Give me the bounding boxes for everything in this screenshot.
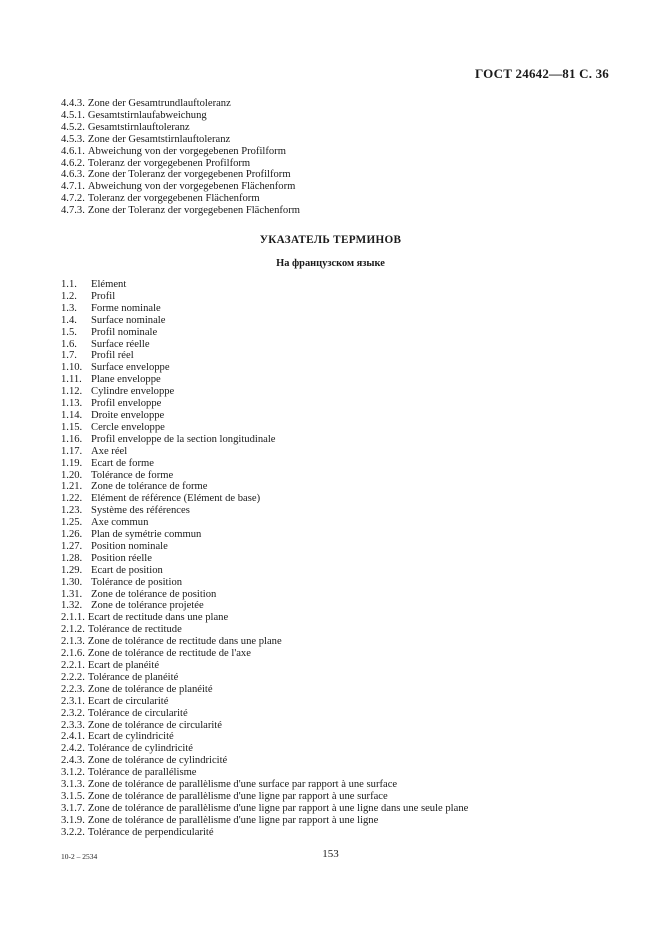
term-row [61,541,621,553]
term-number: 1.20. [61,469,83,481]
term-row [61,708,621,720]
term-text: Gesamtstirnlaufabweichung [87,109,207,121]
term-row [61,791,621,803]
term-text: Zone der Gesamtrundlauftoleranz [87,98,231,109]
term-text: Zone der Toleranz der vorgegebenen Flächenform [87,205,300,217]
term-number: 1.32. [61,600,83,612]
term-text: Zone de tolérance de cylindricité [87,755,228,767]
term-text: Zone de tolérance de parallèlisme d'une ligne par rapport à une ligne [87,814,379,826]
term-number: 2.3.1. [61,695,85,707]
term-number: 3.1.3. [61,779,85,791]
term-text: Abweichung von der vorgegebenen Flächenform [87,181,296,193]
term-number: 2.1.6. [61,648,85,660]
term-text: Toleranz der vorgegebenen Flächenform [87,193,260,205]
term-number: 4.7.2. [61,193,85,205]
term-row [61,315,621,327]
term-number: 4.5.1. [61,109,85,121]
term-row [61,134,621,146]
term-row [61,553,621,565]
term-number: 4.6.1. [61,145,85,157]
term-number: 1.10. [61,362,83,374]
term-text: Ecart de rectitude dans une plane [87,612,229,624]
term-number: 1.19. [61,457,83,469]
term-row [61,660,621,672]
term-text: Zone de tolérance de position [91,588,217,600]
term-text: Forme nominale [91,302,161,314]
term-row [61,696,621,708]
term-text: Zone de tolérance de planéité [87,683,213,695]
term-text: Zone de tolérance de parallèlisme d'une ligne par rapport à une surface [87,790,388,802]
term-row [61,743,621,755]
term-number: 3.1.5. [61,790,85,802]
term-row [61,146,621,158]
term-text: Plan de symétrie commun [91,529,202,541]
term-row [61,291,621,303]
term-row [61,398,621,410]
term-number: 1.2. [61,290,77,302]
term-row [61,612,621,624]
term-number: 1.23. [61,505,83,517]
term-row [61,577,621,589]
term-row [61,339,621,351]
term-number: 1.1. [61,279,77,290]
term-number: 4.6.2. [61,157,85,169]
term-text: Surface réelle [91,338,150,350]
term-text: Elément [91,279,127,290]
term-text: Zone der Toleranz der vorgegebenen Profilform [87,169,291,181]
term-number: 2.1.1. [61,612,85,624]
term-text: Ecart de planéité [87,660,160,671]
term-text: Zone de tolérance de parallèlisme d'une surface par rapport à une surface [87,779,398,791]
term-number: 2.3.2. [61,707,85,719]
term-row [61,755,621,767]
term-row [61,350,621,362]
term-number: 4.4.3. [61,98,85,109]
term-text: Plane enveloppe [91,374,161,386]
term-number: 2.4.3. [61,755,85,767]
term-number: 1.26. [61,529,83,541]
term-number: 1.21. [61,481,83,493]
term-text: Tolérance de parallélisme [87,767,197,779]
term-row [61,110,621,122]
term-row [61,158,621,170]
term-number: 1.15. [61,421,83,433]
term-row [61,303,621,315]
term-row [61,589,621,601]
term-number: 1.30. [61,576,83,588]
term-text: Profil nominale [91,326,158,338]
term-row [61,279,621,291]
term-number: 2.1.3. [61,636,85,648]
term-text: Elément de référence (Elément de base) [91,493,261,505]
term-row [61,181,621,193]
term-number: 1.17. [61,445,83,457]
term-text: Zone de tolérance de parallèlisme d'une ligne par rapport à une ligne dans une seule plane [87,802,469,814]
term-row [61,565,621,577]
term-row [61,374,621,386]
term-number: 2.2.2. [61,671,85,683]
term-row [61,624,621,636]
german-terms-list [61,98,621,217]
term-number: 1.31. [61,588,83,600]
term-row [61,193,621,205]
term-number: 1.4. [61,314,77,326]
term-text: Ecart de position [91,564,163,576]
term-row [61,446,621,458]
term-row [61,98,621,110]
term-number: 1.16. [61,433,83,445]
term-text: Zone de tolérance de circularité [87,719,222,731]
term-number: 3.2.2. [61,826,85,838]
term-text: Zone de tolérance de forme [91,481,208,493]
term-row [61,779,621,791]
index-subtitle: На французском языке [276,258,385,269]
term-number: 4.6.3. [61,169,85,181]
term-row [61,827,621,839]
term-text: Cylindre enveloppe [91,386,175,398]
term-number: 4.7.1. [61,181,85,193]
term-text: Profil enveloppe de la section longitudinale [91,433,276,445]
term-text: Ecart de circularité [87,695,169,707]
term-text: Zone de tolérance projetée [91,600,204,612]
term-text: Gesamtstirnlauftoleranz [87,121,190,133]
term-text: Droite enveloppe [91,409,165,421]
term-row [61,505,621,517]
term-row [61,731,621,743]
term-number: 1.27. [61,540,83,552]
term-number: 1.28. [61,552,83,564]
term-text: Ecart de cylindricité [87,731,174,743]
term-number: 1.11. [61,374,82,386]
french-terms-list [61,279,621,839]
term-text: Tolérance de circularité [87,707,188,719]
term-number: 4.5.2. [61,121,85,133]
term-text: Cercle enveloppe [91,421,165,433]
term-text: Abweichung von der vorgegebenen Profilform [87,145,286,157]
term-number: 4.5.3. [61,133,85,145]
term-text: Tolérance de cylindricité [87,743,193,755]
term-text: Tolérance de forme [91,469,174,481]
term-text: Toleranz der vorgegebenen Profilform [87,157,251,169]
term-number: 2.1.2. [61,624,85,636]
term-text: Axe réel [91,445,128,457]
term-text: Axe commun [91,517,149,529]
term-number: 4.7.3. [61,205,85,217]
term-row [61,470,621,482]
term-number: 2.3.3. [61,719,85,731]
term-row [61,205,621,217]
term-row [61,529,621,541]
term-text: Surface enveloppe [91,362,170,374]
page-number: 153 [322,848,339,860]
term-text: Profil réel [91,350,134,362]
term-number: 2.4.1. [61,731,85,743]
term-number: 1.5. [61,326,77,338]
term-text: Tolérance de position [91,576,183,588]
term-text: Système des références [91,505,190,517]
term-row [61,636,621,648]
term-text: Profil [91,290,116,302]
term-row [61,672,621,684]
term-row [61,169,621,181]
term-number: 1.22. [61,493,83,505]
standard-header: ГОСТ 24642—81 С. 36 [475,66,609,81]
term-row [61,767,621,779]
term-row [61,481,621,493]
term-row [61,648,621,660]
print-code: 10-2 – 2534 [61,852,98,861]
term-row [61,386,621,398]
term-number: 3.1.9. [61,814,85,826]
term-number: 1.3. [61,302,77,314]
term-number: 2.4.2. [61,743,85,755]
term-row [61,600,621,612]
term-row [61,684,621,696]
term-number: 2.2.3. [61,683,85,695]
term-text: Zone der Gesamtstirnlauftoleranz [87,133,231,145]
term-number: 1.14. [61,409,83,421]
term-row [61,517,621,529]
term-text: Tolérance de perpendicularité [87,826,214,838]
term-number: 1.29. [61,564,83,576]
term-row [61,122,621,134]
term-row [61,458,621,470]
term-text: Tolérance de rectitude [87,624,182,636]
index-title: УКАЗАТЕЛЬ ТЕРМИНОВ [259,234,402,246]
term-text: Position nominale [91,540,168,552]
term-row [61,410,621,422]
term-row [61,422,621,434]
term-row [61,434,621,446]
term-text: Zone de tolérance de rectitude de l'axe [87,648,251,660]
term-text: Tolérance de planéité [87,671,179,683]
term-number: 1.7. [61,350,77,362]
term-row [61,362,621,374]
term-text: Position réelle [91,552,152,564]
term-row [61,720,621,732]
term-number: 1.25. [61,517,83,529]
term-number: 1.6. [61,338,77,350]
term-text: Zone de tolérance de rectitude dans une plane [87,636,282,648]
term-number: 1.13. [61,398,83,410]
term-number: 1.12. [61,386,83,398]
term-text: Profil enveloppe [91,398,162,410]
term-row [61,815,621,827]
term-row [61,803,621,815]
term-text: Ecart de forme [91,457,154,469]
term-row [61,327,621,339]
term-text: Surface nominale [91,314,166,326]
term-number: 2.2.1. [61,660,85,671]
term-number: 3.1.2. [61,767,85,779]
term-row [61,493,621,505]
term-number: 3.1.7. [61,802,85,814]
